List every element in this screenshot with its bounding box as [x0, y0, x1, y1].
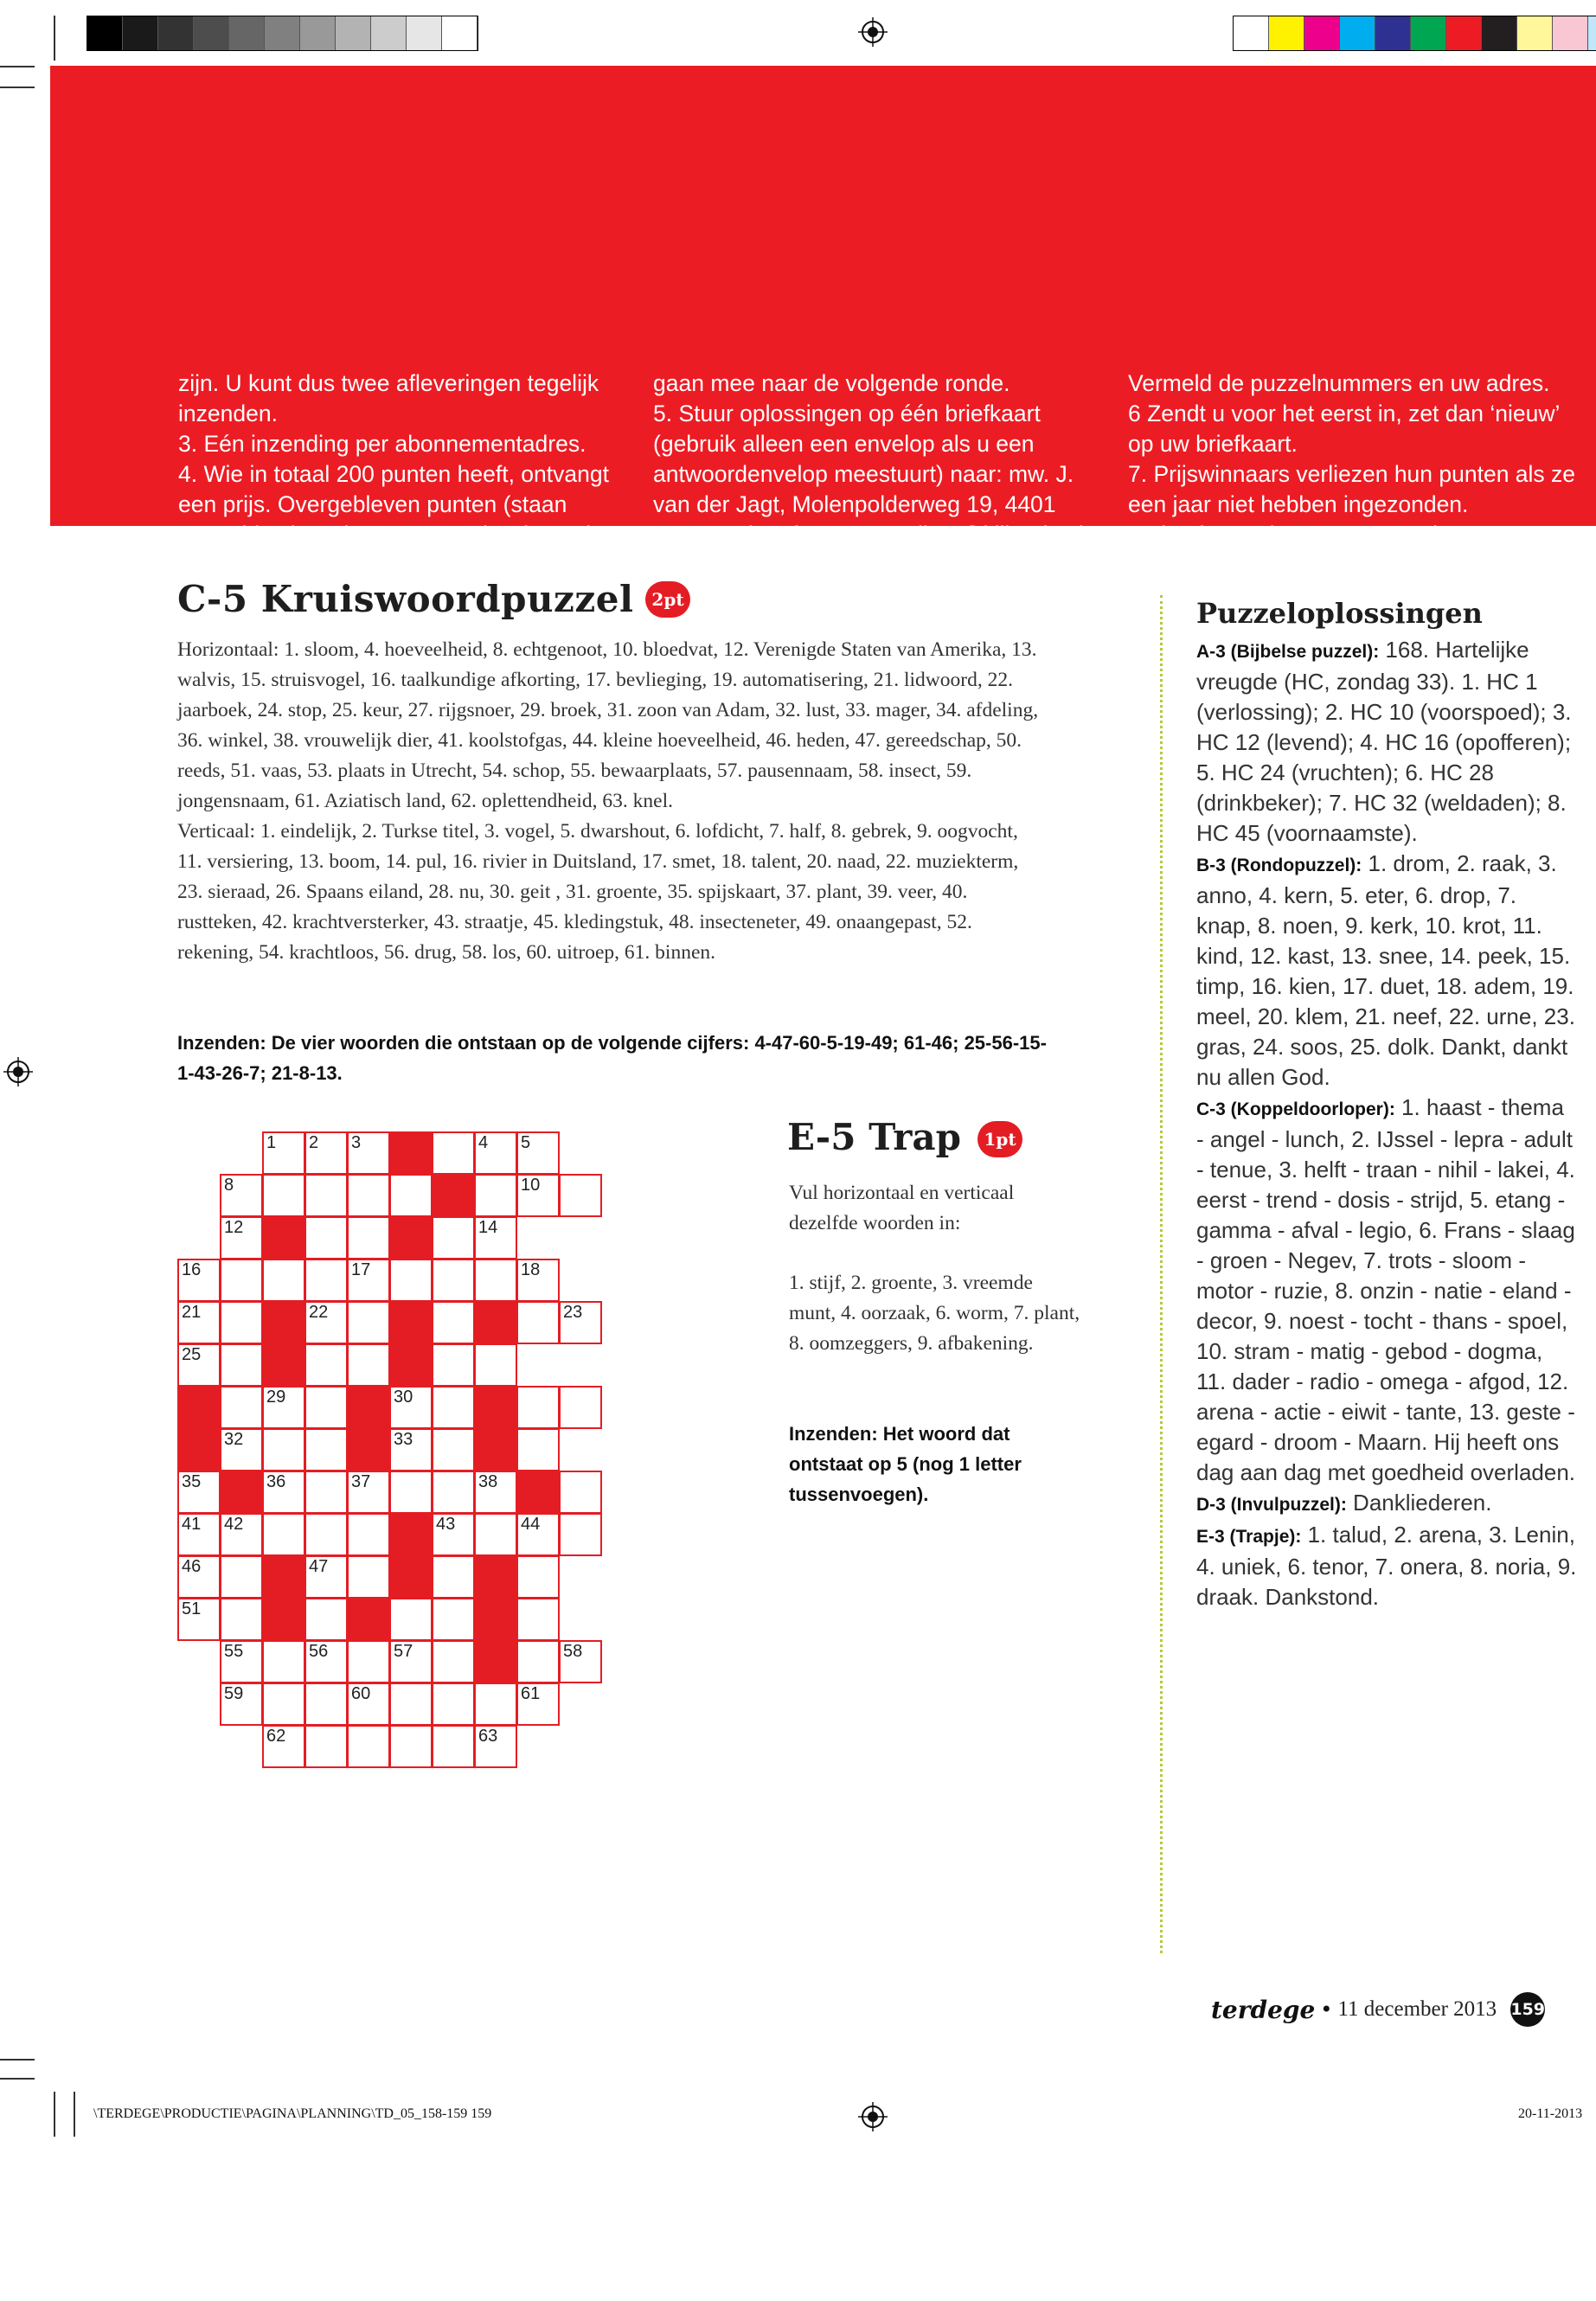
cell-number: 18	[521, 1260, 541, 1279]
grid-cell[interactable]	[474, 1513, 517, 1556]
cell-number: 56	[309, 1642, 329, 1661]
cell-number: 16	[182, 1260, 202, 1279]
grid-cell[interactable]	[516, 1598, 560, 1641]
grid-block	[220, 1471, 263, 1514]
grid-cell[interactable]	[347, 1513, 390, 1556]
grid-cell[interactable]	[432, 1216, 475, 1259]
cell-number: 37	[351, 1472, 371, 1491]
color-swatch-bar	[1233, 16, 1596, 51]
grid-block	[389, 1301, 433, 1344]
grid-cell[interactable]	[474, 1725, 517, 1768]
vertical-clues: Verticaal: 1. eindelijk, 2. Turkse titel, 3. vogel, 5. dwarshout, 6. lofdicht, 7. half, 8. gebrek, 9. oogvocht, 11. versiering, 13. boom, 14. pul, 16. rivier in Duitsland, 17. smet, 18. talent, 20. naad, 22. muziekterm, 23. sieraad, 26. Spaans eiland, 28. nu, 30. geit , 31. groente, 35. spijskaart, 37. plant, 39. veer, 40. rustteken, 42. krachtversterker, 43. straatje, 45. kledingstuk, 48. insecteneter, 49. onaangepast, 52. rekening, 54. krachtloos, 56. drug, 58. los, 60. uitroep, 61. binnen.	[177, 820, 1019, 964]
grid-cell[interactable]	[347, 1725, 390, 1768]
registration-mark-icon	[3, 1057, 33, 1086]
cell-number: 4	[478, 1133, 489, 1152]
grid-cell[interactable]	[389, 1471, 433, 1514]
grid-cell[interactable]	[389, 1428, 433, 1471]
color-swatch	[1234, 16, 1269, 50]
solution-label: D-3 (Invulpuzzel):	[1196, 1495, 1347, 1515]
trap-points-badge: 1pt	[977, 1121, 1022, 1157]
cell-number: 42	[224, 1515, 244, 1534]
crop-mark	[0, 66, 35, 67]
grid-cell[interactable]	[177, 1513, 221, 1556]
grid-cell[interactable]	[177, 1343, 221, 1387]
grid-cell[interactable]	[304, 1471, 348, 1514]
grid-cell[interactable]	[432, 1386, 475, 1429]
grayscale-swatch-bar	[87, 16, 478, 51]
grid-cell[interactable]	[347, 1555, 390, 1599]
crop-mark	[74, 2092, 75, 2137]
grid-cell[interactable]	[220, 1301, 263, 1344]
cell-number: 61	[521, 1684, 541, 1703]
color-swatch	[1375, 16, 1411, 50]
grid-cell[interactable]	[516, 1174, 560, 1217]
cell-number: 55	[224, 1642, 244, 1661]
grid-cell[interactable]	[474, 1682, 517, 1726]
grid-block	[474, 1301, 517, 1344]
cell-number: 8	[224, 1176, 234, 1195]
solutions-body	[1196, 635, 1577, 1612]
grid-cell[interactable]	[304, 1343, 348, 1387]
crop-mark	[54, 2092, 55, 2137]
crossword-clues	[177, 635, 1047, 968]
cell-number: 17	[351, 1260, 371, 1279]
cell-number: 33	[394, 1430, 413, 1449]
grid-cell[interactable]	[220, 1259, 263, 1302]
cell-number: 63	[478, 1727, 498, 1746]
grid-cell[interactable]	[262, 1386, 305, 1429]
color-swatch	[1588, 16, 1596, 50]
grid-block	[474, 1386, 517, 1429]
trap-title: E-5 Trap	[787, 1116, 961, 1158]
color-swatch	[407, 16, 442, 50]
grid-cell[interactable]	[347, 1682, 390, 1726]
color-swatch	[1411, 16, 1446, 50]
grid-cell[interactable]	[262, 1259, 305, 1302]
color-swatch	[265, 16, 300, 50]
grid-cell[interactable]	[474, 1343, 517, 1387]
grid-block	[389, 1555, 433, 1599]
trap-intro: Vul horizontaal en verticaal dezelfde woorden in:	[789, 1182, 1015, 1234]
crossword-title: C-5 Kruiswoordpuzzel	[177, 578, 634, 620]
color-swatch	[336, 16, 371, 50]
grid-cell[interactable]	[304, 1513, 348, 1556]
grid-cell[interactable]	[347, 1471, 390, 1514]
grid-cell[interactable]	[516, 1555, 560, 1599]
grid-cell[interactable]	[220, 1598, 263, 1641]
cell-number: 22	[309, 1303, 329, 1322]
grid-cell[interactable]	[432, 1471, 475, 1514]
solution-label: E-3 (Trapje):	[1196, 1527, 1302, 1547]
grid-cell[interactable]	[347, 1259, 390, 1302]
grid-cell[interactable]	[474, 1471, 517, 1514]
solution-text: 1. talud, 2. arena, 3. Lenin, 4. uniek, 6. tenor, 7. onera, 8. noria, 9. draak. Dankstond.	[1196, 1522, 1577, 1610]
grid-block	[432, 1174, 475, 1217]
grid-cell[interactable]	[304, 1725, 348, 1768]
grid-block	[474, 1640, 517, 1683]
grid-cell[interactable]	[262, 1131, 305, 1175]
grid-block	[262, 1216, 305, 1259]
separator-dot: •	[1320, 1997, 1333, 2022]
grid-cell[interactable]	[516, 1428, 560, 1471]
color-swatch	[1446, 16, 1482, 50]
grid-cell[interactable]	[432, 1598, 475, 1641]
cell-number: 5	[521, 1133, 531, 1152]
grid-cell[interactable]	[559, 1301, 602, 1344]
grid-cell[interactable]	[432, 1682, 475, 1726]
cell-number: 3	[351, 1133, 362, 1152]
grid-cell[interactable]	[304, 1216, 348, 1259]
solution-label: B-3 (Rondopuzzel):	[1196, 856, 1362, 875]
grid-block	[262, 1301, 305, 1344]
grid-cell[interactable]	[177, 1301, 221, 1344]
grid-cell[interactable]	[304, 1174, 348, 1217]
grid-block	[262, 1555, 305, 1599]
color-swatch	[371, 16, 407, 50]
trap-clues: 1. stijf, 2. groente, 3. vreemde munt, 4. oorzaak, 6. worm, 7. plant, 8. oomzeggers, 9. afbakening.	[789, 1272, 1080, 1355]
solution-text: 168. Hartelijke vreugde (HC, zondag 33). 1. HC 1 (verlossing); 2. HC 10 (voorspoed); 3. HC 12 (levend); 4. HC 16 (opofferen); 5. HC 24 (vruchten); 6. HC 28 (drinkbeker); 7. HC 32 (weldaden); 8. HC 45 (voornaamste).	[1196, 637, 1572, 846]
color-swatch	[158, 16, 194, 50]
grid-cell[interactable]	[220, 1513, 263, 1556]
grid-cell[interactable]	[262, 1640, 305, 1683]
grid-cell[interactable]	[559, 1513, 602, 1556]
grid-cell[interactable]	[304, 1682, 348, 1726]
cell-number: 12	[224, 1218, 244, 1237]
grid-cell[interactable]	[220, 1386, 263, 1429]
grid-cell[interactable]	[304, 1598, 348, 1641]
grid-block	[262, 1343, 305, 1387]
rules-column-2: gaan mee naar de volgende ronde. 5. Stuur oplossingen op één briefkaart (gebruik alleen een envelop als u een antwoordenvelop meestuurt) naar: mw. J. van der Jagt, Molenpolderweg 19, 4401 NP Yerseke of naar puzzelbox@kliksafe.nl.	[653, 370, 1091, 548]
color-swatch	[1269, 16, 1304, 50]
horizontal-clues: Horizontaal: 1. sloom, 4. hoeveelheid, 8. echtgenoot, 10. bloedvat, 12. Verenigde Staten van Amerika, 13. walvis, 15. struisvogel, 16. taalkundige afkorting, 17. bevlieging, 19. automatisering, 21. lidwoord, 22. jaarboek, 24. stop, 25. keur, 27. rijgsnoer, 29. broek, 31. zoon van Adam, 32. lust, 33. mager, 34. afdeling, 36. winkel, 38. vrouwelijk dier, 41. koolstofgas, 44. kleine hoeveelheid, 46. heden, 47. gereedschap, 50. reeds, 51. vaas, 53. plaats in Utrecht, 54. schop, 55. bewaarplaats, 57. pausennaam, 58. insect, 59. jongensnaam, 61. Aziatisch land, 62. oplettendheid, 63. knel.	[177, 638, 1039, 812]
grid-cell[interactable]	[432, 1428, 475, 1471]
grid-cell[interactable]	[262, 1428, 305, 1471]
page-number: 159	[1510, 1992, 1545, 2027]
color-swatch	[1340, 16, 1375, 50]
grid-block	[389, 1216, 433, 1259]
grid-block	[389, 1513, 433, 1556]
grid-cell[interactable]	[304, 1640, 348, 1683]
grid-cell[interactable]	[304, 1131, 348, 1175]
rules-column-3: Vermeld de puzzelnummers en uw adres. 6 Zendt u voor het eerst in, zet dan ‘nieuw’ op uw briefkaart. 7. Prijswinnaars verliezen hun punten als ze een jaar niet hebben ingezonden. Ze beginnen dan weer met nul punten.	[1128, 370, 1576, 548]
grid-cell[interactable]	[304, 1301, 348, 1344]
cell-number: 60	[351, 1684, 371, 1703]
grid-cell[interactable]	[559, 1386, 602, 1429]
grid-cell[interactable]	[389, 1598, 433, 1641]
grid-cell[interactable]	[432, 1259, 475, 1302]
cell-number: 59	[224, 1684, 244, 1703]
solution-text: 1. drom, 2. raak, 3. anno, 4. kern, 5. eter, 6. drop, 7. knap, 8. noen, 9. kerk, 10. krot, 11. kind, 12. kast, 13. snee, 14. peek, 15. timp, 16. kien, 17. duet, 18. adem, 19. meel, 20. klem, 21. neef, 22. urne, 23. gras, 24. soos, 25. dolk. Dankt, dankt nu allen God.	[1196, 850, 1575, 1090]
grid-cell[interactable]	[516, 1682, 560, 1726]
registration-mark-icon	[858, 2102, 888, 2131]
color-swatch	[123, 16, 158, 50]
grid-cell[interactable]	[304, 1386, 348, 1429]
grid-cell[interactable]	[389, 1386, 433, 1429]
grid-cell[interactable]	[516, 1301, 560, 1344]
rules-banner	[50, 66, 1596, 548]
grid-cell[interactable]	[559, 1640, 602, 1683]
grid-cell[interactable]	[559, 1174, 602, 1217]
cell-number: 10	[521, 1176, 541, 1195]
grid-cell[interactable]	[516, 1259, 560, 1302]
solution-text: Dankliederen.	[1346, 1490, 1492, 1516]
cell-number: 47	[309, 1557, 329, 1576]
cell-number: 57	[394, 1642, 413, 1661]
issue-date: 11 december 2013	[1337, 1997, 1497, 2021]
cell-number: 14	[478, 1218, 498, 1237]
grid-block	[347, 1386, 390, 1429]
solution-label: C-3 (Koppeldoorloper):	[1196, 1099, 1395, 1119]
cell-number: 43	[436, 1515, 456, 1534]
grid-block	[177, 1428, 221, 1471]
grid-block	[474, 1598, 517, 1641]
grid-cell[interactable]	[432, 1343, 475, 1387]
grid-cell[interactable]	[516, 1640, 560, 1683]
grid-cell[interactable]	[432, 1513, 475, 1556]
grid-cell[interactable]	[262, 1682, 305, 1726]
grid-cell[interactable]	[432, 1555, 475, 1599]
cell-number: 32	[224, 1430, 244, 1449]
cell-number: 44	[521, 1515, 541, 1534]
grid-cell[interactable]	[389, 1640, 433, 1683]
cell-number: 51	[182, 1599, 202, 1618]
solution-label: A-3 (Bijbelse puzzel):	[1196, 642, 1380, 662]
color-swatch	[300, 16, 336, 50]
grid-cell[interactable]	[347, 1174, 390, 1217]
grid-cell[interactable]	[177, 1598, 221, 1641]
grid-cell[interactable]	[432, 1725, 475, 1768]
column-divider	[1160, 595, 1163, 1953]
grid-cell[interactable]	[474, 1259, 517, 1302]
grid-cell[interactable]	[304, 1555, 348, 1599]
crop-mark	[0, 87, 35, 88]
slug-file-path: \TERDEGE\PRODUCTIE\PAGINA\PLANNING\TD_05_158-159 159	[93, 2106, 492, 2121]
crossword-points-badge: 2pt	[645, 581, 690, 618]
grid-cell[interactable]	[220, 1216, 263, 1259]
crop-mark	[54, 16, 55, 61]
grid-block	[389, 1343, 433, 1387]
grid-cell[interactable]	[389, 1682, 433, 1726]
grid-cell[interactable]	[389, 1174, 433, 1217]
grid-cell[interactable]	[432, 1301, 475, 1344]
grid-cell[interactable]	[347, 1640, 390, 1683]
solutions-title: Puzzeloplossingen	[1196, 597, 1483, 630]
grid-cell[interactable]	[220, 1428, 263, 1471]
crop-mark	[0, 2059, 35, 2061]
cell-number: 1	[266, 1133, 277, 1152]
grid-cell[interactable]	[516, 1386, 560, 1429]
solution-text: 1. haast - thema - angel - lunch, 2. IJssel - lepra - adult - tenue, 3. helft - traan - nihil - lakei, 4. eerst - trend - dosis - strijd, 5. etang - gamma - afval - legio, 6. Frans - slaag - groen - Negev, 7. trots - sloom - motor - ruzie, 8. onzin - natie - eland - decor, 9. noest - tocht - thans - spoel, 10. stram - matig - gebod - dogma, 11. dader - radio - omega - afgod, 12. arena - actie - eiwit - tante, 13. geste - egard - droom - Maarn. Hij heeft ons dag aan dag met goedheid overladen.	[1196, 1094, 1576, 1485]
cell-number: 46	[182, 1557, 202, 1576]
grid-block	[516, 1471, 560, 1514]
crossword-submit-instructions: Inzenden: De vier woorden die ontstaan op de volgende cijfers: 4-47-60-5-19-49; 61-46; 25-56-15-1-43-26-7; 21-8-13.	[177, 1032, 1047, 1084]
color-swatch	[1553, 16, 1588, 50]
cell-number: 29	[266, 1388, 286, 1407]
cell-number: 35	[182, 1472, 202, 1491]
grid-cell[interactable]	[220, 1682, 263, 1726]
grid-cell[interactable]	[262, 1725, 305, 1768]
grid-block	[347, 1598, 390, 1641]
color-swatch	[229, 16, 265, 50]
grid-block	[474, 1428, 517, 1471]
magazine-logo: terdege	[1211, 1995, 1316, 2024]
cell-number: 58	[563, 1642, 583, 1661]
cell-number: 2	[309, 1133, 319, 1152]
grid-cell[interactable]	[220, 1555, 263, 1599]
color-swatch	[1304, 16, 1340, 50]
cell-number: 23	[563, 1303, 583, 1322]
cell-number: 21	[182, 1303, 202, 1322]
color-swatch	[1517, 16, 1553, 50]
grid-cell[interactable]	[347, 1301, 390, 1344]
grid-cell[interactable]	[304, 1259, 348, 1302]
grid-cell[interactable]	[262, 1174, 305, 1217]
grid-cell[interactable]	[304, 1428, 348, 1471]
grid-cell[interactable]	[516, 1513, 560, 1556]
registration-mark-icon	[858, 17, 888, 47]
grid-block	[177, 1386, 221, 1429]
grid-cell[interactable]	[220, 1174, 263, 1217]
cell-number: 30	[394, 1388, 413, 1407]
grid-cell[interactable]	[432, 1640, 475, 1683]
color-swatch	[87, 16, 123, 50]
grid-cell[interactable]	[177, 1259, 221, 1302]
cell-number: 62	[266, 1727, 286, 1746]
crop-mark	[0, 2078, 35, 2080]
slug-date: 20-11-2013	[1518, 2106, 1583, 2121]
grid-block	[347, 1428, 390, 1471]
grid-cell[interactable]	[177, 1471, 221, 1514]
grid-cell[interactable]	[474, 1216, 517, 1259]
grid-cell[interactable]	[177, 1555, 221, 1599]
grid-cell[interactable]	[474, 1131, 517, 1175]
grid-cell[interactable]	[559, 1471, 602, 1514]
grid-cell[interactable]	[474, 1174, 517, 1217]
color-swatch	[1482, 16, 1517, 50]
grid-cell[interactable]	[262, 1471, 305, 1514]
grid-cell[interactable]	[262, 1513, 305, 1556]
grid-cell[interactable]	[389, 1725, 433, 1768]
page-footer	[1211, 1992, 1545, 2027]
cell-number: 41	[182, 1515, 202, 1534]
color-swatch	[194, 16, 229, 50]
grid-block	[262, 1598, 305, 1641]
grid-cell[interactable]	[220, 1343, 263, 1387]
grid-cell[interactable]	[347, 1343, 390, 1387]
grid-cell[interactable]	[389, 1259, 433, 1302]
trap-submit-instructions: Inzenden: Het woord dat ontstaat op 5 (nog 1 letter tussenvoegen).	[789, 1423, 1022, 1505]
grid-cell[interactable]	[516, 1131, 560, 1175]
rules-column-1: zijn. U kunt dus twee afleveringen tegelijk inzenden. 3. Eén inzending per abonnementadres. 4. Wie in totaal 200 punten heeft, ontvangt een prijs. Overgebleven punten (staan vermeld achter de naam van de winnaar)	[178, 370, 609, 548]
cell-number: 36	[266, 1472, 286, 1491]
grid-cell[interactable]	[432, 1131, 475, 1175]
grid-block	[389, 1131, 433, 1175]
cell-number: 25	[182, 1345, 202, 1364]
grid-cell[interactable]	[220, 1640, 263, 1683]
cell-number: 38	[478, 1472, 498, 1491]
color-swatch	[442, 16, 478, 50]
grid-cell[interactable]	[347, 1216, 390, 1259]
grid-cell[interactable]	[347, 1131, 390, 1175]
grid-block	[474, 1555, 517, 1599]
